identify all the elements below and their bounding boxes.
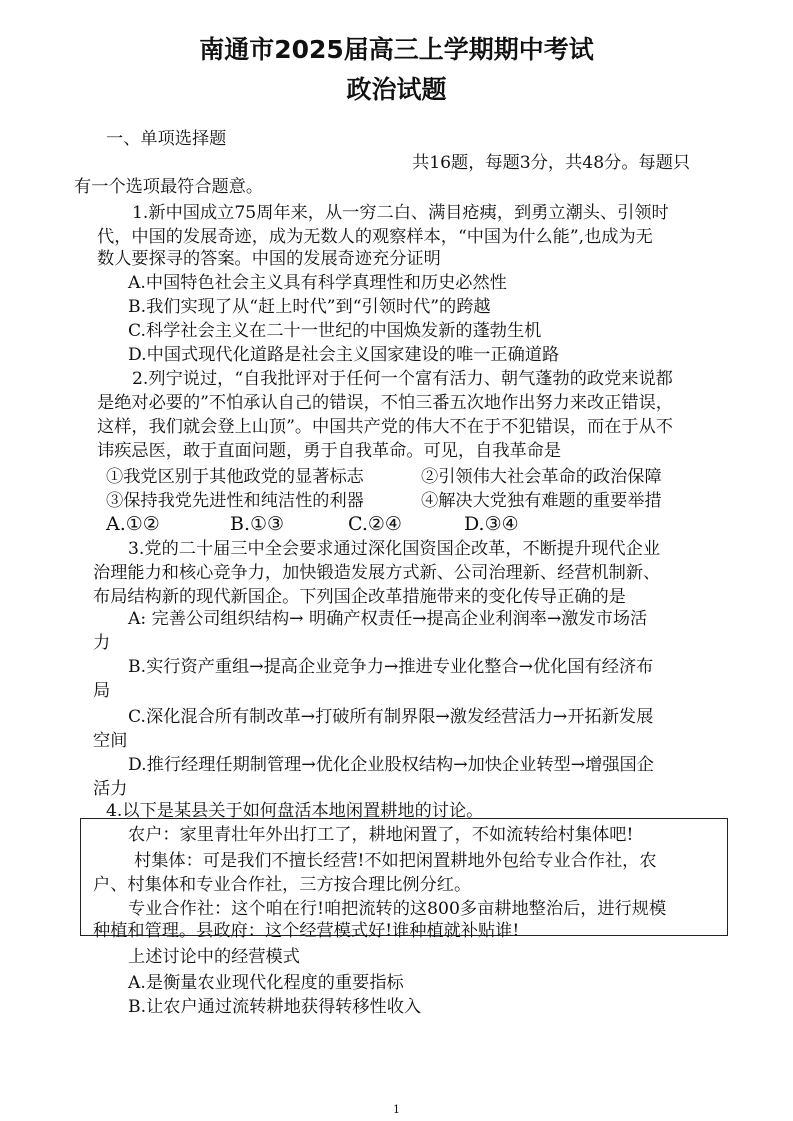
option-a-cont: 力 — [93, 633, 111, 653]
dialogue-line: 专业合作社：这个咱在行!咱把流转的这800多亩耕地整治后，进行规模 — [128, 899, 667, 919]
question-text-line: 代，中国的发展奇迹，成为无数人的观察样本，“中国为什么能”,也成为无 — [97, 227, 653, 247]
exam-title: 南通市2025届高三上学期期中考试 — [199, 35, 594, 64]
question-text-line: 1.新中国成立75周年来，从一穷二白、满目疮痍，到勇立潮头、引领时 — [132, 203, 669, 223]
choice-b: B.①③ — [230, 513, 285, 535]
option-a: A: 完善公司组织结构→ 明确产权责任→提高企业利润率→激发市场活 — [128, 609, 648, 629]
question-text-line: 布局结构新的现代新国企。下列国企改革措施带来的变化传导正确的是 — [93, 587, 626, 607]
option-c-cont: 空间 — [93, 731, 128, 751]
question-text-line: 数人要探寻的答案。中国的发展奇迹充分证明 — [97, 249, 441, 269]
option-a: A.是衡量农业现代化程度的重要指标 — [128, 973, 404, 993]
question-text-line: 这样，我们就会登上山顶”。中国共产党的伟大不在于不犯错误，而在于从不 — [97, 417, 673, 437]
option-b: B.我们实现了从“赶上时代”到“引领时代”的跨越 — [128, 297, 491, 317]
option-c: C.深化混合所有制改革→打破所有制界限→激发经营活力→开拓新发展 — [128, 707, 654, 727]
exam-subtitle: 政治试题 — [346, 75, 447, 104]
answer-choices — [106, 512, 519, 536]
page-number: 1 — [393, 1103, 400, 1116]
choice-a: A.①② — [106, 513, 160, 535]
dialogue-line: 户、村集体和专业合作社，三方按合理比例分红。 — [93, 875, 472, 895]
section-instruction-line1: 共16题，每题3分，共48分。每题只 — [412, 153, 691, 173]
question-text-line: 治理能力和核心竞争力，加快锻造发展方式新、公司治理新、经营机制新、 — [93, 563, 661, 583]
option-c: C.科学社会主义在二十一世纪的中国焕发新的蓬勃生机 — [128, 321, 542, 341]
option-d: D.中国式现代化道路是社会主义国家建设的唯一正确道路 — [128, 345, 560, 365]
option-d: D.推行经理任期制管理→优化企业股权结构→加快企业转型→增强国企 — [128, 755, 654, 775]
dialogue-line: 村集体：可是我们不擅长经营!不如把闲置耕地外包给专业合作社，农 — [134, 851, 657, 871]
dialogue-line: 种植和管理。县政府：这个经营模式好!谁种植就补贴谁! — [93, 921, 520, 941]
dialogue-line: 农户：家里青壮年外出打工了，耕地闲置了，不如流转给村集体吧! — [128, 825, 634, 845]
section-heading: 一、单项选择题 — [106, 129, 227, 149]
choice-d: D.③④ — [464, 513, 519, 535]
option-a: A.中国特色社会主义具有科学真理性和历史必然性 — [128, 273, 507, 293]
statement-3: ③保持我党先进性和纯洁性的利器 — [106, 491, 364, 511]
choice-c: C.②④ — [348, 513, 402, 535]
option-b: B.让农户通过流转耕地获得转移性收入 — [128, 997, 422, 1017]
statement-1: ①我党区别于其他政党的显著标志 — [106, 467, 364, 487]
section-instruction-line2: 有一个选项最符合题意。 — [74, 177, 264, 197]
option-b: B.实行资产重组→提高企业竞争力→推进专业化整合→优化国有经济布 — [128, 657, 654, 677]
option-b-cont: 局 — [93, 681, 111, 701]
option-d-cont: 活力 — [93, 779, 128, 799]
statement-2: ②引领伟大社会革命的政治保障 — [421, 467, 662, 487]
question-stem: 上述讨论中的经营模式 — [128, 947, 300, 967]
question-text-line: 2.列宁说过，“自我批评对于任何一个富有活力、朝气蓬勃的政党来说都 — [132, 369, 673, 389]
statement-4: ④解决大党独有难题的重要举措 — [421, 491, 662, 511]
question-intro: 4.以下是某县关于如何盘活本地闲置耕地的讨论。 — [106, 801, 484, 821]
question-text-line: 3.党的二十届三中全会要求通过深化国资国企改革，不断提升现代企业 — [128, 539, 661, 559]
question-text-line: 是绝对必要的”不怕承认自己的错误，不怕三番五次地作出努力来改正错误， — [97, 393, 673, 413]
question-text-line: 讳疾忌医，敢于直面问题，勇于自我革命。可见，自我革命是 — [97, 441, 562, 461]
